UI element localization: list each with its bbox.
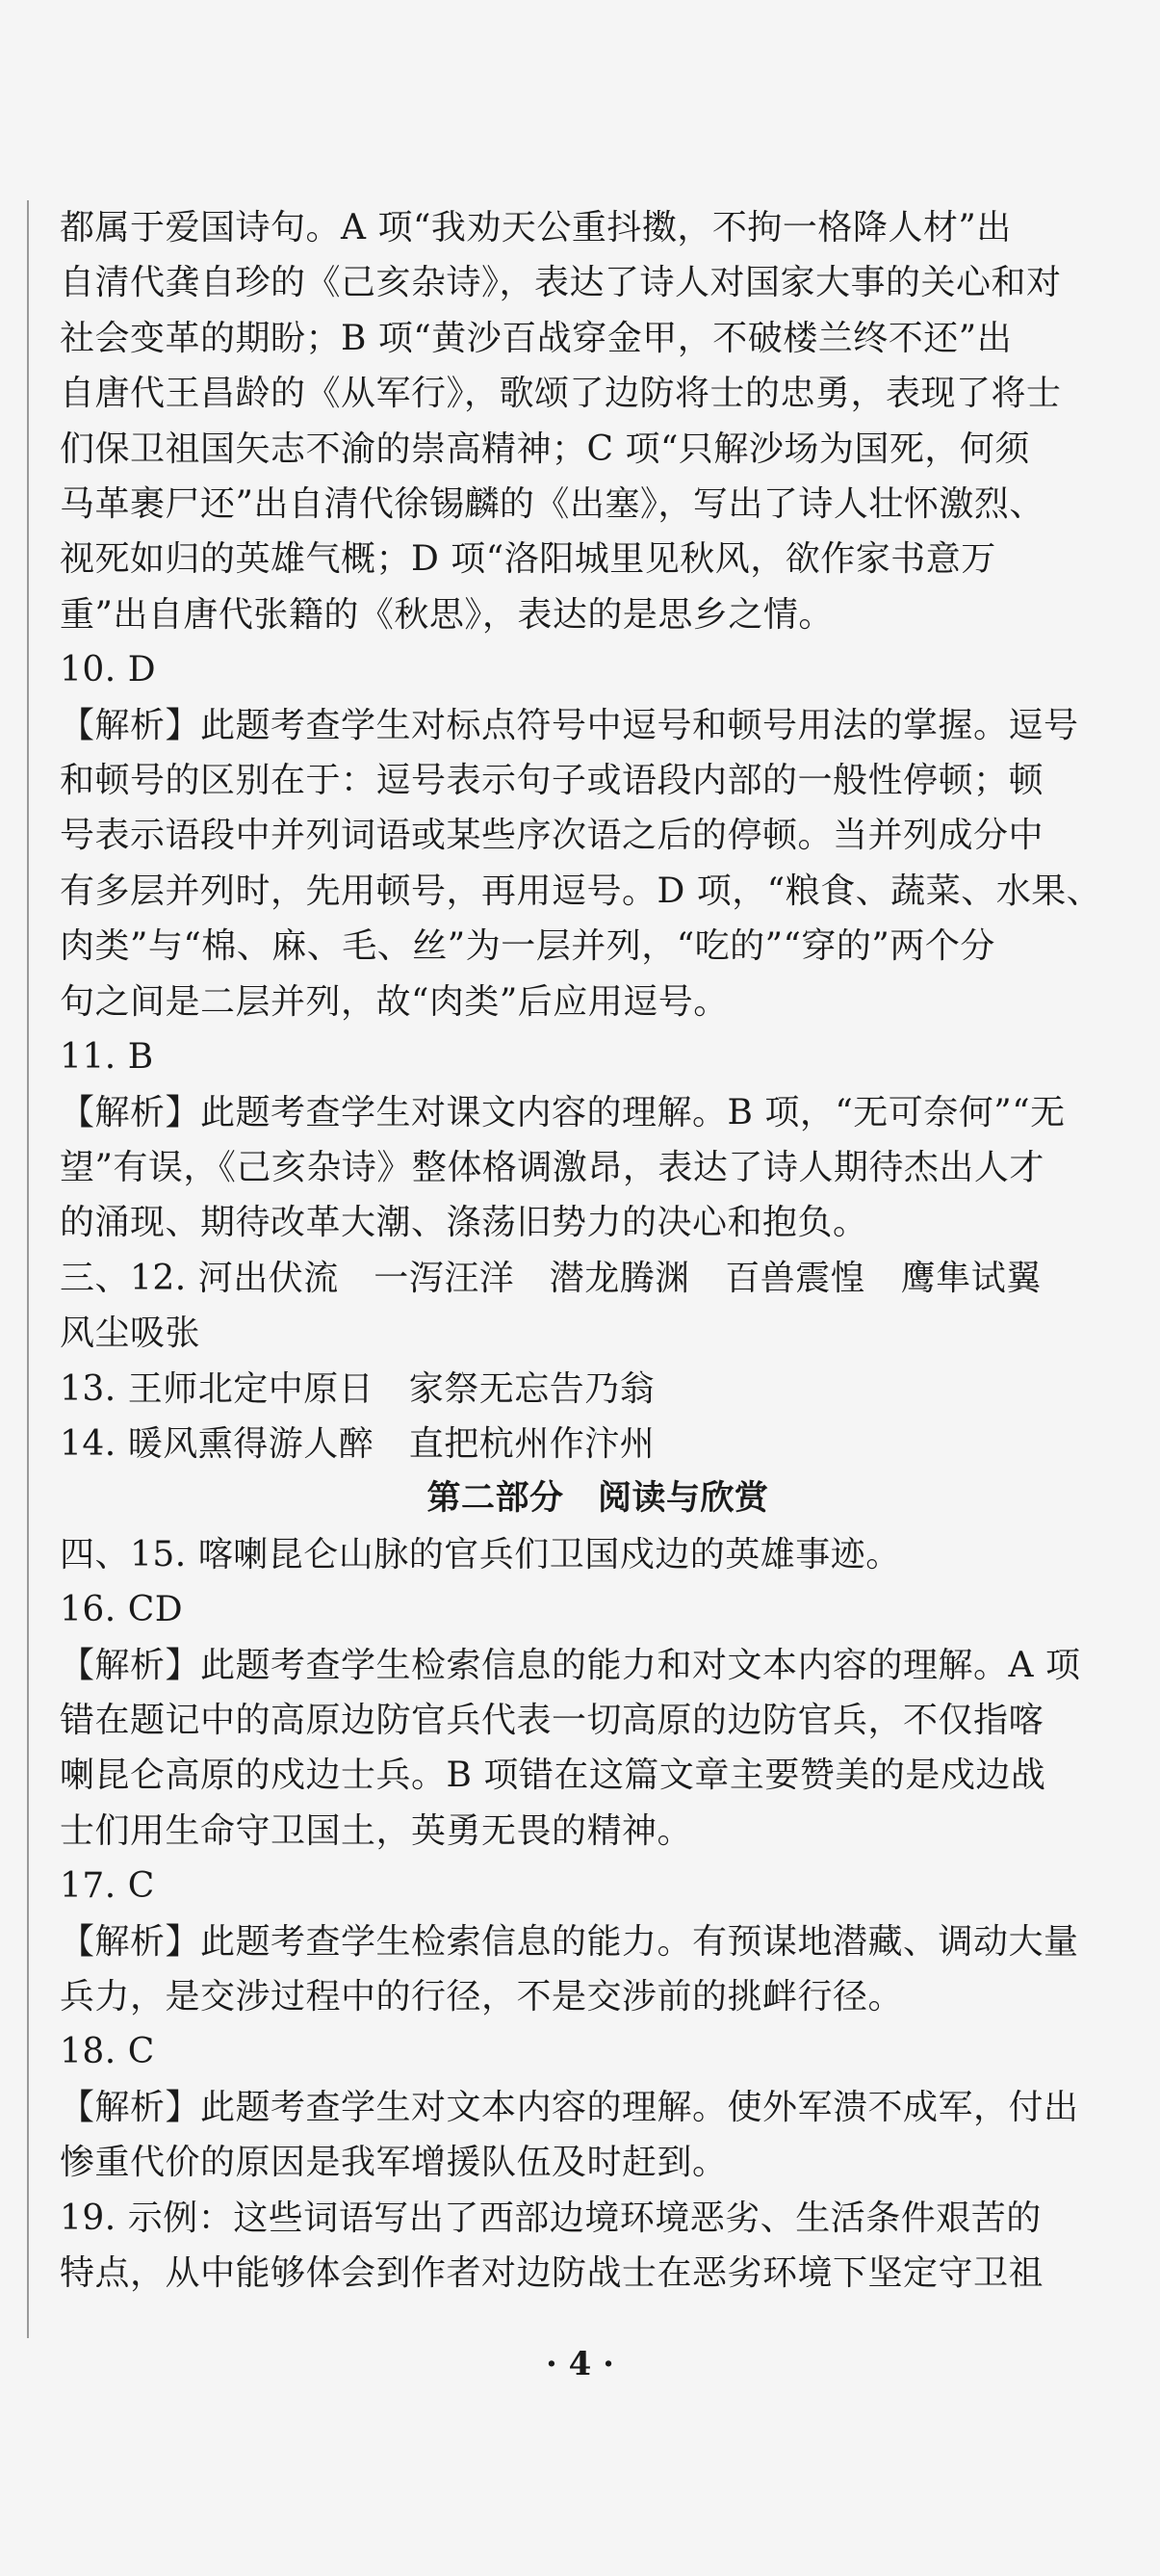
answer-number: 10. D xyxy=(60,650,157,690)
text-line: 号表示语段中并列词语或某些序次语之后的停顿。当并列成分中 xyxy=(60,816,1044,856)
answer-number: 16. CD xyxy=(60,1590,184,1630)
explanation-line: 【解析】此题考查学生对文本内容的理解。使外军溃不成军，付出 xyxy=(60,2087,1079,2127)
answer-line: 14. 暖风熏得游人醉 直把杭州作汴州 xyxy=(60,1423,656,1464)
text-line: 兵力，是交涉过程中的行径，不是交涉前的挑衅行径。 xyxy=(60,1977,904,2017)
text-line: 和顿号的区别在于：逗号表示句子或语段内部的一般性停顿；顿 xyxy=(60,761,1044,801)
answer-number: 11. B xyxy=(60,1037,154,1078)
text-line: 们保卫祖国矢志不渝的崇高精神；C 项“只解沙场为国死，何须 xyxy=(60,429,1030,469)
text-line: 惨重代价的原因是我军增援队伍及时赶到。 xyxy=(60,2143,728,2183)
text-line: 视死如归的英雄气概；D 项“洛阳城里见秋风，欲作家书意万 xyxy=(60,539,996,580)
explanation-line: 【解析】此题考查学生对标点符号中逗号和顿号用法的掌握。逗号 xyxy=(60,705,1079,745)
page-number: · 4 · xyxy=(545,2345,614,2383)
answer-line: 13. 王师北定中原日 家祭无忘告乃翁 xyxy=(60,1368,656,1409)
answer-line: 四、15. 喀喇昆仑山脉的官兵们卫国戍边的英雄事迹。 xyxy=(60,1534,901,1574)
text-line: 有多层并列时，先用顿号，再用逗号。D 项，“粮食、蔬菜、水果、 xyxy=(60,871,1102,911)
explanation-line: 【解析】此题考查学生检索信息的能力。有预谋地潜藏、调动大量 xyxy=(60,1921,1079,1962)
explanation-line: 【解析】此题考查学生检索信息的能力和对文本内容的理解。A 项 xyxy=(60,1645,1081,1685)
text-line: 马革裹尸还”出自清代徐锡麟的《出塞》，写出了诗人壮怀激烈、 xyxy=(60,484,1044,525)
text-line: 的涌现、期待改革大潮、涤荡旧势力的决心和抱负。 xyxy=(60,1203,868,1243)
text-line: 自唐代王昌龄的《从军行》，歌颂了边防将士的忠勇，表现了将士 xyxy=(60,374,1062,414)
text-line: 特点，从中能够体会到作者对边防战士在恶劣环境下坚定守卫祖 xyxy=(60,2253,1044,2294)
answer-line: 19. 示例：这些词语写出了西部边境环境恶劣、生活条件艰苦的 xyxy=(60,2198,1042,2238)
text-line: 自清代龚自珍的《己亥杂诗》，表达了诗人对国家大事的关心和对 xyxy=(60,263,1062,303)
answer-text xyxy=(60,200,1136,2301)
text-line: 重”出自唐代张籍的《秋思》，表达的是思乡之情。 xyxy=(60,594,834,635)
answer-line: 三、12. 河出伏流 一泻汪洋 潜龙腾渊 百兽震惶 鹰隼试翼 xyxy=(60,1258,1042,1298)
left-margin-rule xyxy=(27,200,29,2338)
explanation-line: 【解析】此题考查学生对课文内容的理解。B 项，“无可奈何”“无 xyxy=(60,1092,1066,1132)
answer-number: 18. C xyxy=(60,2032,155,2072)
text-line: 肉类”与“棉、麻、毛、丝”为一层并列，“吃的”“穿的”两个分 xyxy=(60,926,995,967)
text-line: 都属于爱国诗句。A 项“我劝天公重抖擞，不拘一格降人材”出 xyxy=(60,208,1012,247)
text-line: 士们用生命守卫国土，英勇无畏的精神。 xyxy=(60,1810,693,1851)
text-line: 句之间是二层并列，故“肉类”后应用逗号。 xyxy=(60,981,729,1022)
text-line: 错在题记中的高原边防官兵代表一切高原的边防官兵，不仅指喀 xyxy=(60,1700,1044,1740)
text-line: 风尘吸张 xyxy=(60,1314,201,1354)
answer-number: 17. C xyxy=(60,1866,155,1907)
text-line: 社会变革的期盼；B 项“黄沙百战穿金甲，不破楼兰终不还”出 xyxy=(60,318,1013,358)
text-line: 喇昆仑高原的戍边士兵。B 项错在这篇文章主要赞美的是戍边战 xyxy=(60,1756,1046,1796)
text-line: 望”有误，《己亥杂诗》整体格调激昂，表达了诗人期待杰出人才 xyxy=(60,1147,1044,1187)
section-heading: 第二部分 阅读与欣赏 xyxy=(426,1479,769,1519)
